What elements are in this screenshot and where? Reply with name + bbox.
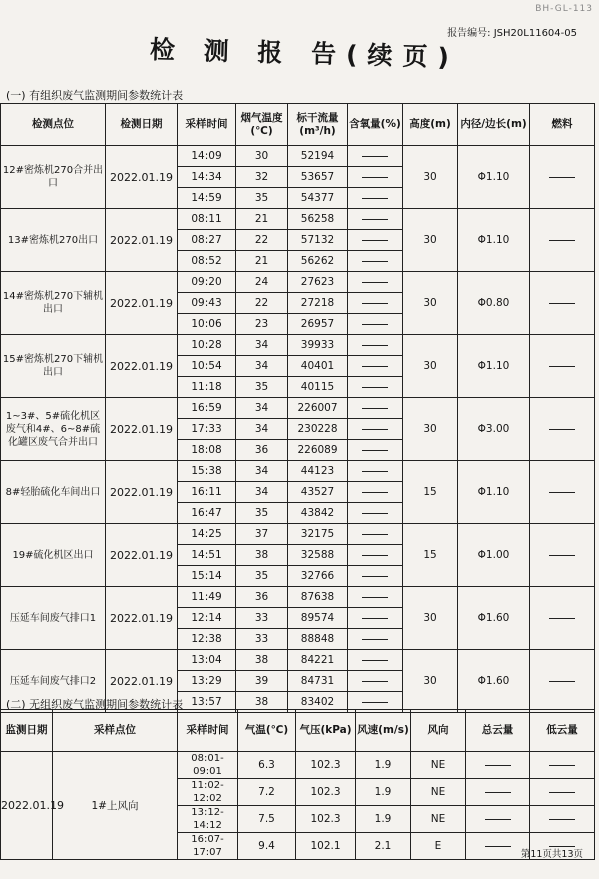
point-cell: 15#密炼机270下辅机出口 [1, 335, 106, 398]
flow-cell: 226007 [288, 398, 348, 419]
table-row [1, 209, 595, 230]
temp-cell: 35 [236, 188, 288, 209]
temp-cell: 35 [236, 503, 288, 524]
table-row [1, 587, 595, 608]
wind-direction-cell: NE [411, 806, 466, 833]
diameter-cell: Φ1.10 [458, 209, 530, 272]
time-cell: 08:52 [178, 251, 236, 272]
pressure-cell: 102.3 [296, 806, 356, 833]
time-cell: 18:08 [178, 440, 236, 461]
flow-cell: 40115 [288, 377, 348, 398]
report-number-label: 报告编号: [447, 28, 491, 39]
table-row [1, 461, 595, 482]
dash-line [362, 324, 388, 325]
temp-cell: 22 [236, 230, 288, 251]
oxygen-cell [348, 650, 403, 671]
time-cell: 08:01-09:01 [178, 752, 238, 779]
dash-line [362, 660, 388, 661]
dash-line [362, 198, 388, 199]
dash-line [362, 618, 388, 619]
temp-cell: 38 [236, 692, 288, 713]
point-cell: 14#密炼机270下辅机出口 [1, 272, 106, 335]
section1-title: (一) 有组织废气监测期间参数统计表 [6, 89, 184, 102]
time-cell: 17:33 [178, 419, 236, 440]
table-row [1, 524, 595, 545]
height-cell: 15 [403, 524, 458, 587]
dash-line [485, 792, 511, 793]
dash-line [549, 618, 575, 619]
diameter-cell: Φ3.00 [458, 398, 530, 461]
col-header: 检测日期 [106, 104, 178, 146]
wind-speed-cell: 2.1 [356, 833, 411, 860]
fuel-cell [530, 524, 595, 587]
flow-cell: 27218 [288, 293, 348, 314]
dash-line [362, 450, 388, 451]
dash-line [362, 366, 388, 367]
time-cell: 12:38 [178, 629, 236, 650]
dash-line [485, 846, 511, 847]
dash-line [549, 819, 575, 820]
pressure-cell: 102.1 [296, 833, 356, 860]
low-cloud-cell [530, 779, 595, 806]
height-cell: 30 [403, 650, 458, 713]
flow-cell: 26957 [288, 314, 348, 335]
fuel-cell [530, 146, 595, 209]
oxygen-cell [348, 167, 403, 188]
time-cell: 13:29 [178, 671, 236, 692]
oxygen-cell [348, 398, 403, 419]
col-header: 采样点位 [53, 710, 178, 752]
diameter-cell: Φ1.10 [458, 461, 530, 524]
date-cell: 2022.01.19 [106, 209, 178, 272]
fuel-cell [530, 650, 595, 713]
dash-line [549, 765, 575, 766]
dash-line [485, 765, 511, 766]
report-number-value: JSH20L11604-05 [493, 28, 577, 39]
oxygen-cell [348, 419, 403, 440]
table-row [1, 752, 595, 779]
temp-cell: 23 [236, 314, 288, 335]
dash-line [362, 219, 388, 220]
temp-cell: 21 [236, 251, 288, 272]
total-cloud-cell [466, 752, 530, 779]
temp-cell: 35 [236, 377, 288, 398]
table-row [1, 650, 595, 671]
dash-line [549, 303, 575, 304]
temp-cell: 22 [236, 293, 288, 314]
dash-line [549, 429, 575, 430]
dash-line [362, 555, 388, 556]
oxygen-cell [348, 671, 403, 692]
wind-direction-cell: E [411, 833, 466, 860]
col-header: 标干流量(m³/h) [288, 104, 348, 146]
time-cell: 10:54 [178, 356, 236, 377]
flow-cell: 32175 [288, 524, 348, 545]
wind-speed-cell: 1.9 [356, 752, 411, 779]
dash-line [549, 177, 575, 178]
temp-cell: 38 [236, 650, 288, 671]
oxygen-cell [348, 503, 403, 524]
col-header: 烟气温度(℃) [236, 104, 288, 146]
oxygen-cell [348, 440, 403, 461]
temp-cell: 30 [236, 146, 288, 167]
dash-line [362, 177, 388, 178]
table-row [1, 335, 595, 356]
flow-cell: 32588 [288, 545, 348, 566]
flow-cell: 27623 [288, 272, 348, 293]
time-cell: 09:20 [178, 272, 236, 293]
wind-direction-cell: NE [411, 752, 466, 779]
fuel-cell [530, 587, 595, 650]
date-cell: 2022.01.19 [106, 461, 178, 524]
flow-cell: 56262 [288, 251, 348, 272]
temp-cell: 34 [236, 482, 288, 503]
point-cell: 1~3#、5#硫化机区废气和4#、6~8#硫化罐区废气合并出口 [1, 398, 106, 461]
point-cell: 12#密炼机270合并出口 [1, 146, 106, 209]
point-cell: 13#密炼机270出口 [1, 209, 106, 272]
date-cell: 2022.01.19 [106, 524, 178, 587]
table-row [1, 272, 595, 293]
time-cell: 16:11 [178, 482, 236, 503]
date-cell: 2022.01.19 [106, 398, 178, 461]
oxygen-cell [348, 608, 403, 629]
diameter-cell: Φ1.60 [458, 587, 530, 650]
col-header: 风速(m/s) [356, 710, 411, 752]
table1-header-row [1, 104, 595, 146]
oxygen-cell [348, 209, 403, 230]
temp-cell: 9.4 [238, 833, 296, 860]
dash-line [362, 240, 388, 241]
dash-line [362, 156, 388, 157]
height-cell: 15 [403, 461, 458, 524]
dash-line [362, 576, 388, 577]
flow-cell: 53657 [288, 167, 348, 188]
height-cell: 30 [403, 587, 458, 650]
oxygen-cell [348, 524, 403, 545]
dash-line [549, 492, 575, 493]
wind-speed-cell: 1.9 [356, 806, 411, 833]
diameter-cell: Φ1.00 [458, 524, 530, 587]
low-cloud-cell [530, 752, 595, 779]
point-cell: 8#轻胎硫化车间出口 [1, 461, 106, 524]
height-cell: 30 [403, 146, 458, 209]
time-cell: 09:43 [178, 293, 236, 314]
oxygen-cell [348, 566, 403, 587]
oxygen-cell [348, 377, 403, 398]
oxygen-cell [348, 314, 403, 335]
time-cell: 10:28 [178, 335, 236, 356]
flow-cell: 88848 [288, 629, 348, 650]
temp-cell: 34 [236, 335, 288, 356]
flow-cell: 39933 [288, 335, 348, 356]
flow-cell: 83402 [288, 692, 348, 713]
oxygen-cell [348, 587, 403, 608]
dash-line [362, 408, 388, 409]
dash-line [362, 492, 388, 493]
time-cell: 14:51 [178, 545, 236, 566]
time-cell: 10:06 [178, 314, 236, 335]
temp-cell: 33 [236, 608, 288, 629]
temp-cell: 36 [236, 587, 288, 608]
col-header: 燃料 [530, 104, 595, 146]
time-cell: 15:14 [178, 566, 236, 587]
fuel-cell [530, 272, 595, 335]
organized-emission-table [0, 103, 595, 713]
flow-cell: 230228 [288, 419, 348, 440]
flow-cell: 54377 [288, 188, 348, 209]
col-header: 气温(℃) [238, 710, 296, 752]
temp-cell: 34 [236, 398, 288, 419]
col-header: 含氧量(%) [348, 104, 403, 146]
flow-cell: 32766 [288, 566, 348, 587]
oxygen-cell [348, 629, 403, 650]
dash-line [549, 240, 575, 241]
oxygen-cell [348, 545, 403, 566]
table-row [1, 146, 595, 167]
flow-cell: 40401 [288, 356, 348, 377]
flow-cell: 43527 [288, 482, 348, 503]
date-cell: 2022.01.19 [106, 650, 178, 713]
time-cell: 14:25 [178, 524, 236, 545]
dash-line [362, 261, 388, 262]
date-cell: 2022.01.19 [106, 587, 178, 650]
col-header: 采样时间 [178, 104, 236, 146]
table-row [1, 398, 595, 419]
total-cloud-cell [466, 806, 530, 833]
oxygen-cell [348, 293, 403, 314]
dash-line [362, 471, 388, 472]
dash-line [362, 681, 388, 682]
flow-cell: 44123 [288, 461, 348, 482]
time-cell: 12:14 [178, 608, 236, 629]
time-cell: 16:47 [178, 503, 236, 524]
report-number [447, 24, 577, 39]
time-cell: 13:57 [178, 692, 236, 713]
page-title: 检 测 报 告(续页) [149, 34, 460, 73]
pressure-cell: 102.3 [296, 779, 356, 806]
col-header: 采样时间 [178, 710, 238, 752]
time-cell: 16:07-17:07 [178, 833, 238, 860]
height-cell: 30 [403, 272, 458, 335]
flow-cell: 43842 [288, 503, 348, 524]
flow-cell: 57132 [288, 230, 348, 251]
col-header: 内径/边长(m) [458, 104, 530, 146]
oxygen-cell [348, 461, 403, 482]
oxygen-cell [348, 482, 403, 503]
temp-cell: 24 [236, 272, 288, 293]
dash-line [362, 387, 388, 388]
total-cloud-cell [466, 779, 530, 806]
time-cell: 16:59 [178, 398, 236, 419]
col-header: 总云量 [466, 710, 530, 752]
date-cell: 2022.01.19 [1, 752, 53, 860]
time-cell: 11:18 [178, 377, 236, 398]
time-cell: 08:27 [178, 230, 236, 251]
fuel-cell [530, 398, 595, 461]
temp-cell: 33 [236, 629, 288, 650]
fuel-cell [530, 335, 595, 398]
oxygen-cell [348, 272, 403, 293]
time-cell: 13:12-14:12 [178, 806, 238, 833]
page-number: 第11页共13页 [520, 849, 583, 860]
flow-cell: 89574 [288, 608, 348, 629]
point-cell: 1#上风向 [53, 752, 178, 860]
table2-header-row [1, 710, 595, 752]
col-header: 低云量 [530, 710, 595, 752]
temp-cell: 7.5 [238, 806, 296, 833]
flow-cell: 56258 [288, 209, 348, 230]
dash-line [362, 513, 388, 514]
temp-cell: 7.2 [238, 779, 296, 806]
dash-line [549, 366, 575, 367]
wind-direction-cell: NE [411, 779, 466, 806]
col-header: 监测日期 [1, 710, 53, 752]
temp-cell: 6.3 [238, 752, 296, 779]
oxygen-cell [348, 356, 403, 377]
fuel-cell [530, 461, 595, 524]
dash-line [549, 555, 575, 556]
dash-line [362, 702, 388, 703]
wind-speed-cell: 1.9 [356, 779, 411, 806]
fuel-cell [530, 209, 595, 272]
temp-cell: 37 [236, 524, 288, 545]
flow-cell: 52194 [288, 146, 348, 167]
col-header: 气压(kPa) [296, 710, 356, 752]
pressure-cell: 102.3 [296, 752, 356, 779]
time-cell: 11:02-12:02 [178, 779, 238, 806]
dash-line [362, 534, 388, 535]
date-cell: 2022.01.19 [106, 335, 178, 398]
dash-line [362, 282, 388, 283]
low-cloud-cell [530, 806, 595, 833]
time-cell: 15:38 [178, 461, 236, 482]
temp-cell: 36 [236, 440, 288, 461]
height-cell: 30 [403, 209, 458, 272]
diameter-cell: Φ1.60 [458, 650, 530, 713]
col-header: 风向 [411, 710, 466, 752]
col-header: 检测点位 [1, 104, 106, 146]
oxygen-cell [348, 251, 403, 272]
dash-line [362, 639, 388, 640]
dash-line [362, 429, 388, 430]
section2-title: (二) 无组织废气监测期间参数统计表 [6, 698, 184, 711]
unorganized-emission-table [0, 709, 595, 860]
height-cell: 30 [403, 335, 458, 398]
flow-cell: 226089 [288, 440, 348, 461]
temp-cell: 34 [236, 419, 288, 440]
flow-cell: 84221 [288, 650, 348, 671]
flow-cell: 87638 [288, 587, 348, 608]
dash-line [549, 681, 575, 682]
point-cell: 压延车间废气排口1 [1, 587, 106, 650]
time-cell: 08:11 [178, 209, 236, 230]
temp-cell: 34 [236, 356, 288, 377]
temp-cell: 39 [236, 671, 288, 692]
diameter-cell: Φ1.10 [458, 335, 530, 398]
temp-cell: 32 [236, 167, 288, 188]
temp-cell: 38 [236, 545, 288, 566]
col-header: 高度(m) [403, 104, 458, 146]
time-cell: 11:49 [178, 587, 236, 608]
oxygen-cell [348, 335, 403, 356]
oxygen-cell [348, 146, 403, 167]
dash-line [485, 819, 511, 820]
dash-line [362, 303, 388, 304]
dash-line [362, 345, 388, 346]
diameter-cell: Φ1.10 [458, 146, 530, 209]
dash-line [362, 597, 388, 598]
temp-cell: 35 [236, 566, 288, 587]
flow-cell: 84731 [288, 671, 348, 692]
oxygen-cell [348, 230, 403, 251]
point-cell: 压延车间废气排口2 [1, 650, 106, 713]
dash-line [549, 792, 575, 793]
time-cell: 14:59 [178, 188, 236, 209]
temp-cell: 21 [236, 209, 288, 230]
time-cell: 13:04 [178, 650, 236, 671]
height-cell: 30 [403, 398, 458, 461]
diameter-cell: Φ0.80 [458, 272, 530, 335]
date-cell: 2022.01.19 [106, 146, 178, 209]
time-cell: 14:34 [178, 167, 236, 188]
time-cell: 14:09 [178, 146, 236, 167]
point-cell: 19#硫化机区出口 [1, 524, 106, 587]
corner-mark: BH-GL-113 [535, 4, 593, 14]
temp-cell: 34 [236, 461, 288, 482]
oxygen-cell [348, 188, 403, 209]
date-cell: 2022.01.19 [106, 272, 178, 335]
